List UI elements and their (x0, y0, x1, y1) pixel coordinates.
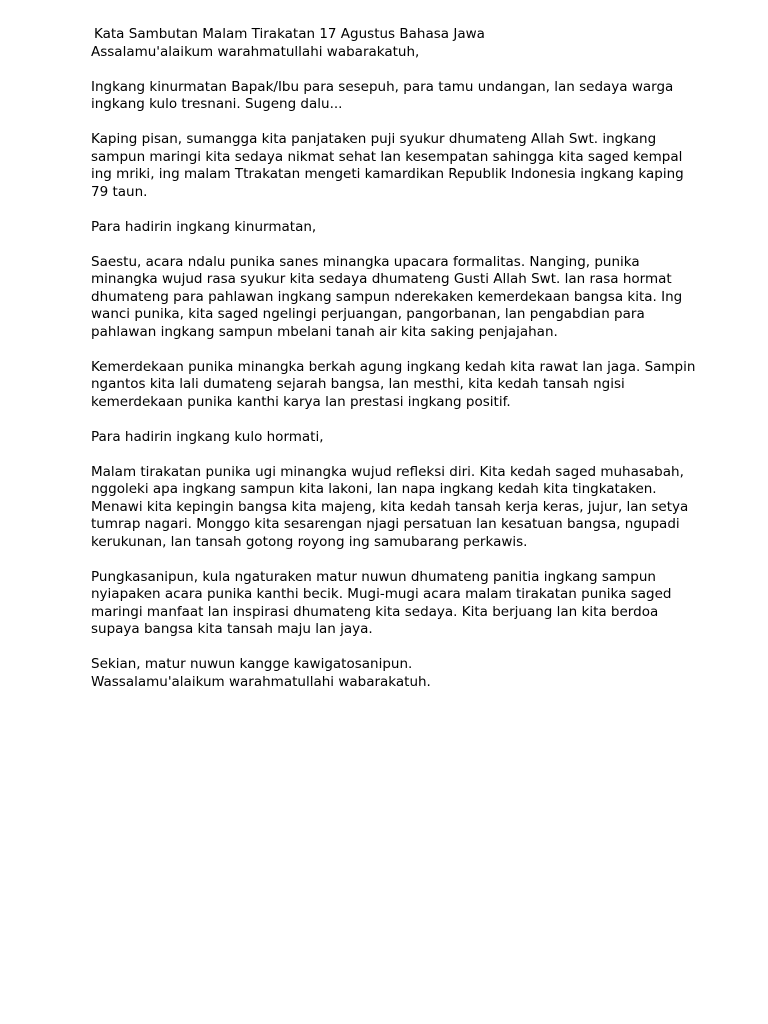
paragraph-gap (91, 446, 691, 464)
paragraph-farewell (91, 656, 691, 691)
text-line: minangka wujud rasa syukur kita sedaya dhumateng Gusti Allah Swt. lan rasa hormat (91, 271, 672, 287)
text-line: ing mriki, ing malam Ttrakatan mengeti kamardikan Republik Indonesia ingkang kaping (91, 166, 684, 182)
paragraph-gratitude (91, 131, 691, 201)
text-line: Para hadirin ingkang kinurmatan, (91, 218, 317, 235)
text-line: ngantos kita lali dumateng sejarah bangsa, lan mesthi, kita kedah tansah ngisi (91, 376, 625, 392)
text-line: Kaping pisan, sumangga kita panjataken puji syukur dhumateng Allah Swt. ingkang (91, 131, 657, 147)
text-line: Malam tirakatan punika ugi minangka wujud refleksi diri. Kita kedah saged muhasabah, (91, 463, 684, 480)
text-line: Para hadirin ingkang kulo hormati, (91, 428, 324, 445)
text-line: Wassalamu'alaikum warahmatullahi wabarakatuh. (91, 673, 431, 690)
paragraph-gap (91, 201, 691, 219)
text-line: nyiapaken acara punika kanthi becik. Mugi-mugi acara malam tirakatan punika saged (91, 586, 672, 602)
text-line: Kemerdekaan punika minangka berkah agung ingkang kedah kita rawat lan jaga. Sampin (91, 358, 696, 375)
paragraph-gap (91, 61, 691, 79)
paragraph-gap (91, 551, 691, 569)
paragraph-address-1 (91, 219, 691, 237)
text-line: nggoleki apa ingkang sampun kita lakoni, lan napa ingkang kedah kita tingkataken. (91, 481, 657, 497)
paragraph-gap (91, 236, 691, 254)
text-line: supaya bangsa kita tansah maju lan jaya. (91, 621, 373, 637)
text-line: tumrap nagari. Monggo kita sesarengan njagi persatuan lan kesatuan bangsa, ngupadi (91, 516, 680, 532)
paragraph-salutation (91, 79, 691, 114)
document-title: Kata Sambutan Malam Tirakatan 17 Agustus Bahasa Jawa (94, 26, 485, 42)
text-line: Menawi kita kepingin bangsa kita majeng, kita kedah tansah kerja keras, jujur, lan setya (91, 498, 689, 515)
text-line: Ingkang kinurmatan Bapak/Ibu para sesepuh, para tamu undangan, lan sedaya warga (91, 78, 674, 95)
text-line: Sekian, matur nuwun kangge kawigatosanipun. (91, 656, 413, 672)
document-page (91, 26, 696, 691)
paragraph-independence (91, 358, 696, 412)
text-line: kerukunan, lan tansah gotong royong ing samubarang perkawis. (91, 533, 528, 550)
paragraph-gap (91, 114, 691, 132)
text-line: Assalamu'alaikum warahmatullahi wabarakatuh, (91, 43, 420, 60)
text-line: Saestu, acara ndalu punika sanes minangka upacara formalitas. Nanging, punika (91, 253, 640, 270)
text-line: sampun maringi kita sedaya nikmat sehat lan kesempatan sahingga kita saged kempal (91, 148, 683, 165)
text-line: wanci punika, kita saged ngelingi perjuangan, pangorbanan, lan pengabdian para (91, 306, 645, 322)
text-line: maringi manfaat lan inspirasi dhumateng kita sedaya. Kita berjuang lan kita berdoa (91, 603, 659, 620)
text-line: 79 taun. (91, 183, 148, 200)
paragraph-reflection (91, 464, 691, 552)
text-line: kemerdekaan punika kanthi karya lan prestasi ingkang positif. (91, 393, 511, 410)
paragraph-gap (91, 341, 691, 359)
paragraph-greeting (91, 44, 691, 62)
text-line: dhumateng para pahlawan ingkang sampun nderekaken kemerdekaan bangsa kita. Ing (91, 288, 683, 305)
paragraph-meaning (91, 254, 691, 342)
paragraph-address-2 (91, 429, 691, 447)
paragraph-closing (91, 569, 691, 639)
paragraph-gap (91, 411, 691, 429)
paragraph-gap (91, 639, 691, 657)
text-line: Pungkasanipun, kula ngaturaken matur nuwun dhumateng panitia ingkang sampun (91, 568, 656, 585)
text-line: pahlawan ingkang sampun mbelani tanah air kita saking penjajahan. (91, 323, 558, 340)
text-line: ingkang kulo tresnani. Sugeng dalu... (91, 96, 343, 112)
